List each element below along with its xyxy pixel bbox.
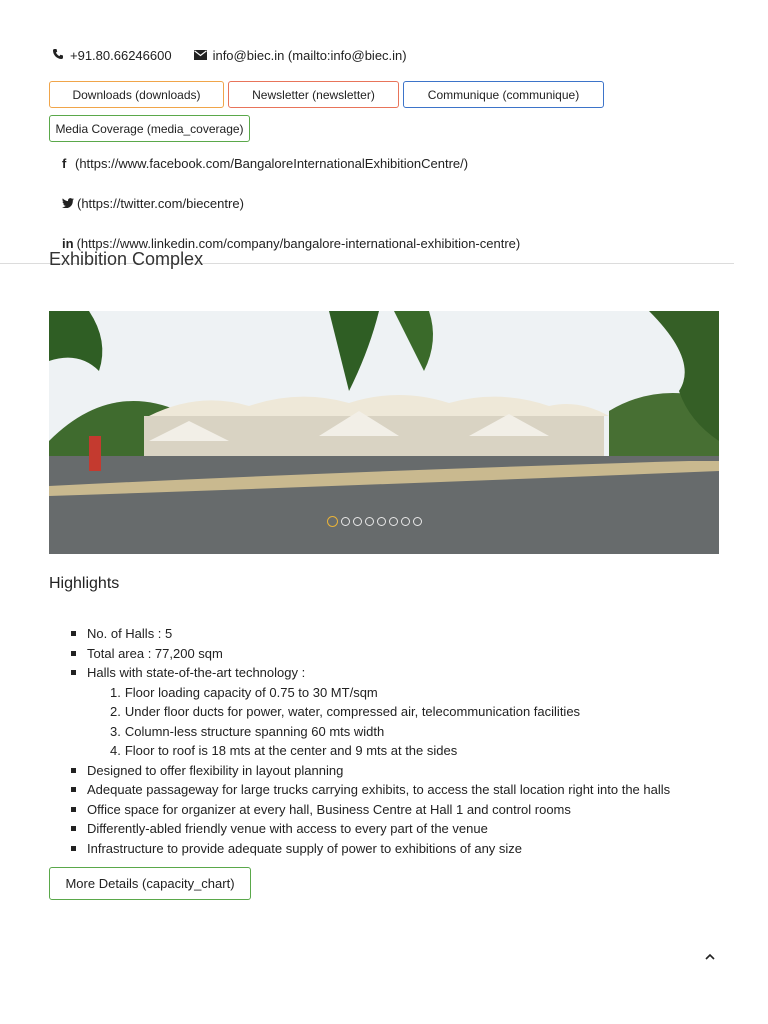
slider-dots: [327, 517, 422, 527]
sub-list-item: 1. Floor loading capacity of 0.75 to 30 MT/sqm: [110, 684, 378, 700]
highlights-heading: Highlights: [49, 575, 120, 592]
media-coverage-button[interactable]: Media Coverage (media_coverage): [49, 115, 250, 142]
contact-bar: [52, 48, 407, 63]
linkedin-url[interactable]: (https://www.linkedin.com/company/bangalore-international-exhibition-centre): [76, 236, 521, 251]
chevron-up-icon: [705, 953, 715, 960]
sub-list-item: 2. Under floor ducts for power, water, compressed air, telecommunication facilities: [110, 704, 581, 719]
slider-dot[interactable]: [341, 517, 350, 526]
slider-dot[interactable]: [365, 517, 374, 526]
list-item: Halls with state-of-the-art technology : 1. Floor loading capacity of 0.75 to 30 MT/sqm 2. Under floor ducts for power, water, compressed air, telecommunication facilities 3. Column-less structure spanning 60 mts width 4. Floor to roof is 18 mts at the center and 9 mts at the sides: [87, 663, 670, 761]
list-item: Office space for organizer at every hall, Business Centre at Hall 1 and control rooms: [87, 800, 670, 820]
slider-dot[interactable]: [413, 517, 422, 526]
page-title: Exhibition Complex: [49, 249, 204, 269]
newsletter-button[interactable]: Newsletter (newsletter): [228, 81, 399, 108]
facebook-url[interactable]: (https://www.facebook.com/BangaloreInternationalExhibitionCentre/): [75, 156, 469, 171]
list-item: Adequate passageway for large trucks carrying exhibits, to access the stall location right into the halls: [87, 780, 670, 800]
slider-dot[interactable]: [401, 517, 410, 526]
envelope-icon: [194, 48, 207, 63]
scroll-to-top-button[interactable]: [703, 948, 717, 964]
downloads-button[interactable]: Downloads (downloads): [49, 81, 224, 108]
slider-dot[interactable]: [353, 517, 362, 526]
twitter-icon: [62, 196, 74, 211]
list-item: Infrastructure to provide adequate supply of power to exhibitions of any size: [87, 839, 670, 859]
facebook-icon: f: [62, 156, 67, 171]
communique-button[interactable]: Communique (communique): [403, 81, 604, 108]
more-details-button[interactable]: More Details (capacity_chart): [49, 867, 251, 900]
sub-list-item: 3. Column-less structure spanning 60 mts width: [110, 723, 385, 739]
twitter-url[interactable]: (https://twitter.com/biecentre): [77, 196, 244, 211]
technology-sublist: [87, 683, 670, 761]
twitter-link[interactable]: [62, 196, 244, 211]
list-item: Designed to offer flexibility in layout planning: [87, 761, 670, 781]
sub-list-item: 4. Floor to roof is 18 mts at the center and 9 mts at the sides: [110, 743, 458, 758]
phone-icon: [52, 48, 64, 63]
facebook-link[interactable]: [62, 156, 468, 171]
highlights-list: [49, 624, 670, 858]
phone-number[interactable]: +91.80.66246600: [70, 48, 172, 63]
image-slider[interactable]: [49, 311, 719, 554]
slider-dot[interactable]: [377, 517, 386, 526]
list-item: Total area : 77,200 sqm: [87, 644, 670, 664]
email-link[interactable]: info@biec.in (mailto:info@biec.in): [212, 48, 407, 63]
list-item: No. of Halls : 5: [87, 624, 670, 644]
slider-dot[interactable]: [327, 516, 338, 527]
slider-dot[interactable]: [389, 517, 398, 526]
linkedin-icon: in: [62, 236, 74, 251]
list-item: Differently-abled friendly venue with access to every part of the venue: [87, 819, 670, 839]
